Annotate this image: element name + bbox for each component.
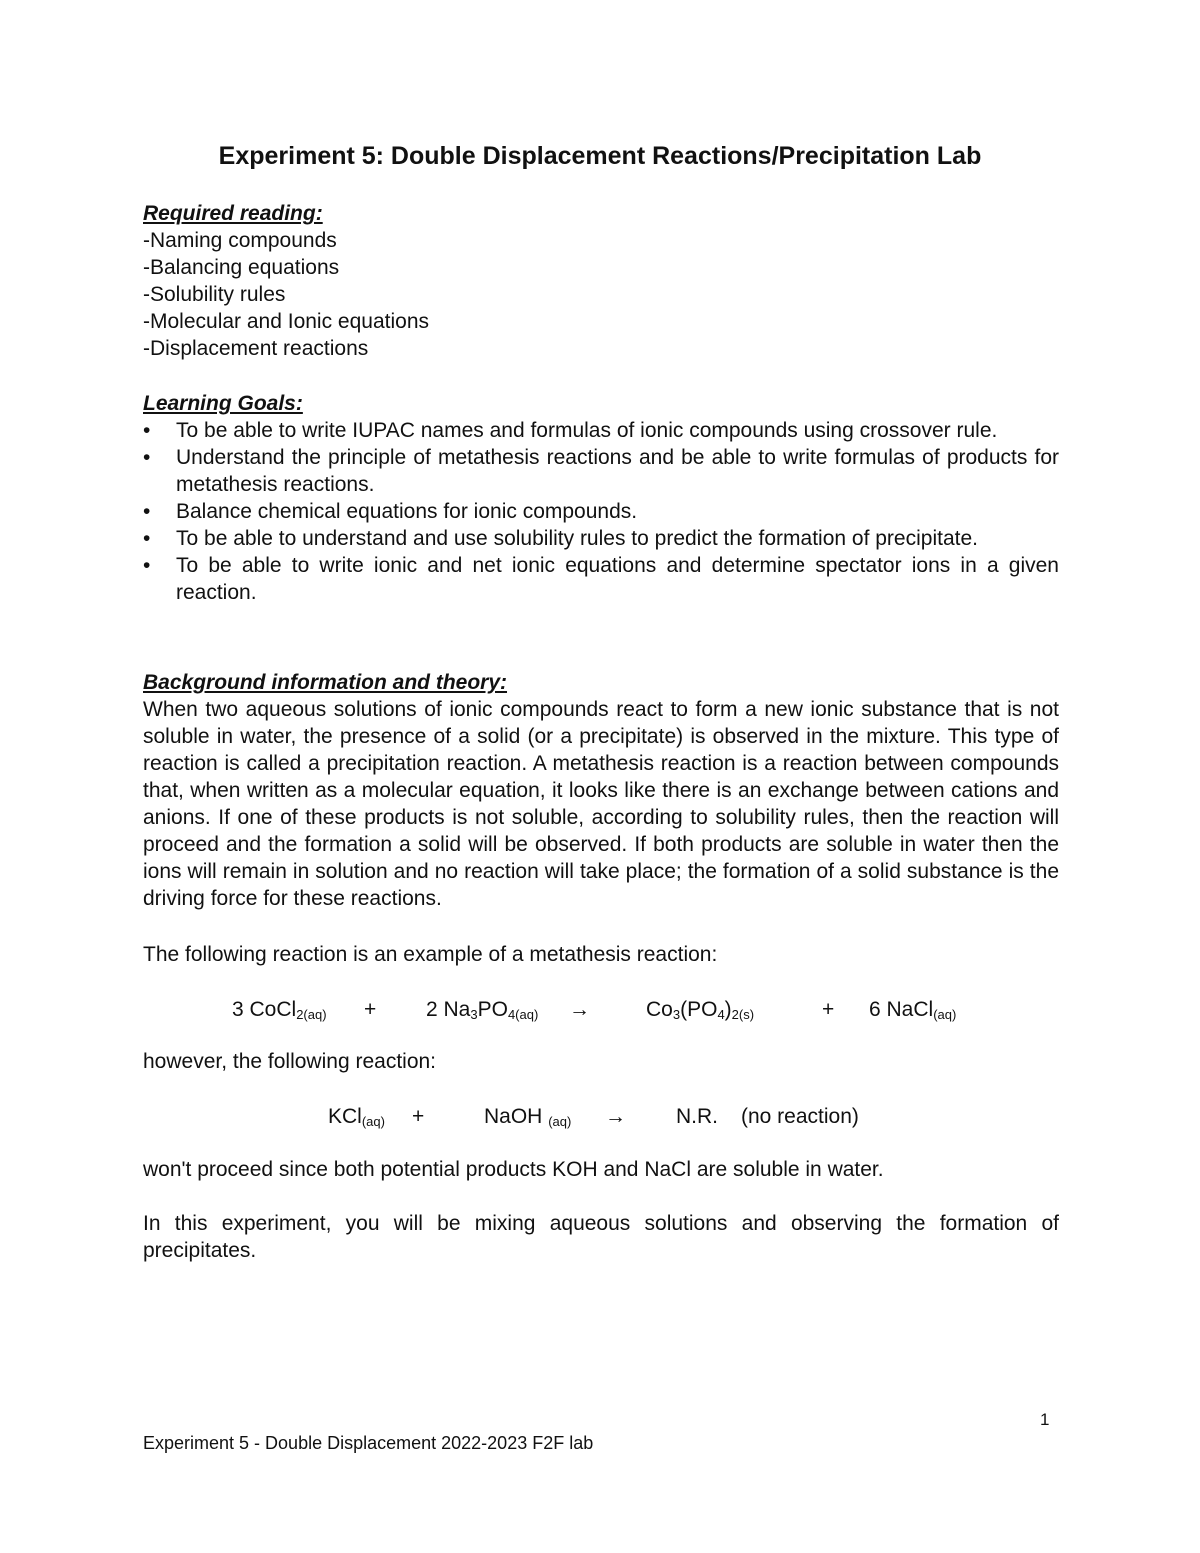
reactant-kcl: KCl$_{(aq)}$ (328, 1105, 385, 1129)
page-footer: Experiment 5 - Double Displacement 2022-2023 F2F lab (143, 1433, 594, 1453)
reading-item: -Naming compounds (143, 229, 337, 252)
reactant-na3po4: 2 $Na_3PO_{4(aq)}$ (426, 998, 539, 1022)
learning-goals-section (143, 390, 1059, 606)
goal-text: To be able to write IUPAC names and formulas of ionic compounds using crossover rule. (176, 419, 998, 442)
equation-no-reaction (0, 1103, 1200, 1133)
goal-item (143, 525, 1059, 552)
goal-text: To be able to understand and use solubility rules to predict the formation of precipitate. (176, 527, 978, 550)
required-reading-heading: Required reading: (143, 202, 323, 225)
wont-proceed-text: won't proceed since both potential products KOH and NaCl are soluble in water. (143, 1158, 884, 1181)
bullet-icon: • (143, 500, 151, 523)
required-reading-section (143, 200, 1059, 362)
plus-sign: + (412, 1105, 425, 1128)
experiment-text: In this experiment, you will be mixing aqueous solutions and observing the formation of precipitates. (143, 1212, 1059, 1262)
bullet-icon: • (143, 419, 151, 442)
reading-item: -Balancing equations (143, 256, 340, 279)
reading-item: -Molecular and Ionic equations (143, 310, 430, 333)
bullet-icon: • (143, 527, 151, 550)
example-intro: The following reaction is an example of a metathesis reaction: (143, 943, 718, 966)
goal-item (143, 552, 1059, 606)
bullet-icon: • (143, 446, 151, 469)
reading-item: -Displacement reactions (143, 337, 369, 360)
goal-item (143, 498, 1059, 525)
plus-sign: + (822, 998, 835, 1021)
reading-item: -Solubility rules (143, 283, 286, 306)
reactant-cocl2: 3 CoCl$_{2(aq)}$ (232, 998, 327, 1022)
no-reaction-label: N.R. (676, 1105, 718, 1128)
goal-text: To be able to write ionic and net ionic equations and determine spectator ions in a given reaction. (176, 554, 1059, 604)
page-title: Experiment 5: Double Displacement Reactions/Precipitation Lab (218, 142, 982, 170)
learning-goals-heading: Learning Goals: (143, 392, 303, 415)
background-paragraph: When two aqueous solutions of ionic compounds react to form a new ionic substance that is not soluble in water, the presence of a solid (or a precipitate) is observed in the mixture. This type of reaction is called a precipitation reaction. A metathesis reaction is a reaction between compounds that, when written as a molecular equation, it looks like there is an exchange between cations and anions. If one of these products is not soluble, according to solubility rules, then the reaction will proceed and the formation a solid will be observed. If both products are soluble in water then the ions will remain in solution and no reaction will take place; the formation of a solid substance is the driving force for these reactions. (143, 698, 1059, 910)
equation-metathesis (0, 996, 1200, 1026)
however-text: however, the following reaction: (143, 1050, 437, 1073)
bullet-icon: • (143, 554, 151, 577)
plus-sign: + (364, 998, 377, 1021)
page-number: 1 (1040, 1410, 1050, 1429)
product-nacl: 6 NaCl$_{(aq)}$ (869, 998, 957, 1022)
arrow-icon: → (569, 998, 590, 1021)
goal-item (143, 444, 1059, 498)
product-co3po42: $Co_3(PO_4)_{2(s)}$ (646, 998, 755, 1022)
no-reaction-note: (no reaction) (741, 1105, 859, 1128)
goal-text: Balance chemical equations for ionic compounds. (176, 500, 638, 523)
goal-item (143, 417, 1059, 444)
reactant-naoh: NaOH $_{(aq)}$ (484, 1105, 572, 1129)
arrow-icon: → (605, 1105, 626, 1128)
goal-text: Understand the principle of metathesis reactions and be able to write formulas of products for metathesis reactions. (176, 446, 1059, 496)
background-section (143, 669, 1059, 912)
background-heading: Background information and theory: (143, 671, 508, 694)
learning-goals-list (143, 417, 1059, 606)
